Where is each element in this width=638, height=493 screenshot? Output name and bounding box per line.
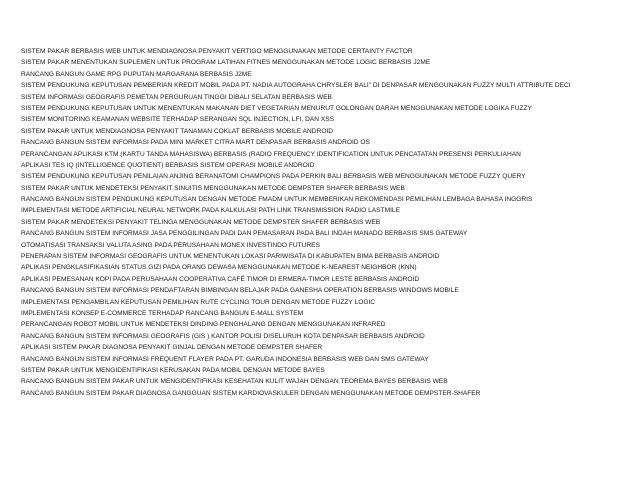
title-line-18: OTOMATISASI TRANSAKSI VALUTA ASING PADA PERUSAHAAN MONEX INVESTINDO FUTURES xyxy=(21,241,320,249)
title-line-26: RANCANG BANGUN SISTEM INFORMASI GEOGRAFIS (GIS ) KANTOR POLISI DISELURUH KOTA DENPASAR BERBASIS ANDROID xyxy=(21,332,425,340)
title-line-5: SISTEM INFORMASI GEOGRAFIS PEMETAN PERGURUAN TINGGI DIBALI SELATAN BERBASIS WEB xyxy=(21,93,332,101)
title-line-31: RANCANG BANGUN SISTEM PAKAR DIAGNOSA GANGGUAN SISTEM KARDIOVASKULER DENGAN MENGGUNAKAN METODE DEMPSTER-SHAFER xyxy=(21,389,481,397)
title-line-11: APLIKASI TES IQ (INTELLIGENCE QUOTIENT) BERBASIS SISTEM OPERASI MOBILE ANDROID xyxy=(21,161,315,169)
title-line-30: RANCANG BANGUN SISTEM PAKAR UNTUK MENGIDENTIFIKASI KESEHATAN KULIT WAJAH DENGAN TEOREMA BAYES BERBASIS WEB xyxy=(21,378,448,386)
title-line-28: RANCANG BANGUN SISTEM INFORMASI FREQUENT FLAYER PADA PT. GARUDA INDONESIA BERBASIS WEB DAN SMS GATEWAY xyxy=(21,355,429,363)
title-line-15: IMPLEMENTASI METODE ARTIFICIAL NEURAL NETWORK PADA KALKULASI PATH LINK TRANSMISSION RADIO LASTMILE xyxy=(21,207,400,215)
title-line-21: APLIKASI PEMESANAN KOPI PADA PERUSAHAAN COOPERATIVA CAFÉ TIMOR DI ERMERA-TIMOR LESTE BERBASIS ANDROID xyxy=(21,275,420,283)
title-line-17: RANCANG BANGUN SISTEM INFORMASI JASA PENGGILINGAN PADI DAN PEMASARAN PADA BALI INDAH MANADO BERBASIS SMS GATEWAY xyxy=(21,230,468,238)
title-line-25: PERANCANGAN ROBOT MOBIL UNTUK MENDETEKSI DINDING PENGHALANG DENGAN MENGGUNAKAN INFRARED xyxy=(21,321,386,329)
title-line-2: SISTEM PAKAR MENENTUKAN SUPLEMEN UNTUK PROGRAM LATIHAN FITNES MENGGUNAKAN METODE LOGIC BERBASIS J2ME xyxy=(21,59,431,67)
title-line-6: SISTEM PENDUKUNG KEPUTUSAN UNTUK MENENTUKAN MAKANAN DIET VEGETARIAN MENURUT GOLONGAN DARAH MENGGUNAKAN METODE LOGIKA FUZZY xyxy=(21,104,532,112)
title-line-8: SISTEM PAKAR UNTUK MENDIAGNOSA PENYAKIT TANAMAN COKLAT BERBASIS MOBILE ANDROID xyxy=(21,127,334,135)
title-line-13: SISTEM PAKAR UNTUK MENDETEKSI PENYAKIT SINUITIS MENGGUNAKAN METODE DEMPSTER SHAFER BERBASIS WEB xyxy=(21,184,405,192)
title-line-10: PERANCANGAN APLIKASI KTM (KARTU TANDA MAHASISWA) BERBASIS (RADIO FREQUENCY IDENTIFICATION UNTUK PENCATATAN PRESENSI PERKULIAHAN xyxy=(21,150,521,158)
title-line-7: SISTEM MONITORING KEAMANAN WEBSITE TERHADAP SERANGAN SQL INJECTION, LFI, DAN XSS xyxy=(21,116,335,124)
document-page xyxy=(21,46,638,399)
title-line-23: IMPLEMENTASI PENGAMBILAN KEPUTUSAN PEMILIHAN RUTE CYCLING TOUR DENGAN METODE FUZZY LOGIC xyxy=(21,298,376,306)
title-line-27: APLIKASI SISTEM PAKAR DIAGNOSA PENYAKIT GINJAL DENGAN METODE DEMPSTER SHAFER xyxy=(21,344,323,352)
title-line-9: RANCANG BANGUN SISTEM INFORMASI PADA MINI MARKET CITRA MART DENPASAR BERBASIS ANDROID OS xyxy=(21,139,370,147)
title-line-16: SISTEM PAKAR MENDETEKSI PENYAKIT TELINGA MENGGUNAKAN METODE DEMPSTER SHAFER BERBASIS WEB xyxy=(21,218,381,226)
title-line-1: SISTEM PAKAR BERBASIS WEB UNTUK MENDIAGNOSA PENYAKIT VERTIGO MENGGUNAKAN METODE CERTAINTY FACTOR xyxy=(21,48,413,55)
title-line-12: SISTEM PENDUKUNG KEPUTUSAN PENILAIAN ANJING BERANATOMI CHAMPIONS PADA PERKIN BALI BERBASIS WEB MENGGUNAKAN METODE FUZZY QUERY xyxy=(21,173,526,181)
title-line-14: RANCANG BANGUN SISTEM PENDUKUNG KEPUTUSAN DENGAN METODE FMADM UNTUK MEMBERIKAN REKOMENDASI PEMILIHAN LEMBAGA BAHASA INGGRIS xyxy=(21,196,533,204)
title-line-24: IMPLEMENTASI KONSEP E-COMMERCE TERHADAP RANCANG BANGUN E-MALL SYSTEM xyxy=(21,309,304,317)
thesis-title-list xyxy=(21,46,638,399)
title-line-29: SISTEM PAKAR UNTUK MENGIDENTIFIKASI KERUSAKAN PADA MOBIL DENGAN METODE BAYES xyxy=(21,366,325,374)
title-line-22: RANCANG BANGUN SISTEM INFORMASI PENDAFTARAN BIMBINGAN BELAJAR PADA GANESHA OPERATION BERBASIS WINDOWS MOBILE xyxy=(21,287,459,295)
title-line-4: SISTEM PENDUKUNG KEPUTUSAN PEMBERIAN KREDIT MOBIL PADA PT. NADIA AUTOGRAHA CHRYSLER BALI" DI DENPASAR MENGGUNAKAN FUZZY MULTI ATTRIBUTE DECI xyxy=(21,82,571,90)
title-line-20: APLIKASI PENGKLASIFIKASIAN STATUS GIZI PADA ORANG DEWASA MENGGUNAKAN METODE K-NEAREST NEIGHBOR (KNN) xyxy=(21,264,417,272)
title-line-3: RANCANG BANGUN GAME RPG PUPUTAN MARGARANA BERBASIS J2ME xyxy=(21,70,252,78)
title-line-19: PENERAPAN SISTEM INFORMASI GEOGRAFIS UNTUK MENENTUKAN LOKASI PARIWISATA DI KABUPATEN BIMA BERBASIS ANDROID xyxy=(21,253,440,261)
